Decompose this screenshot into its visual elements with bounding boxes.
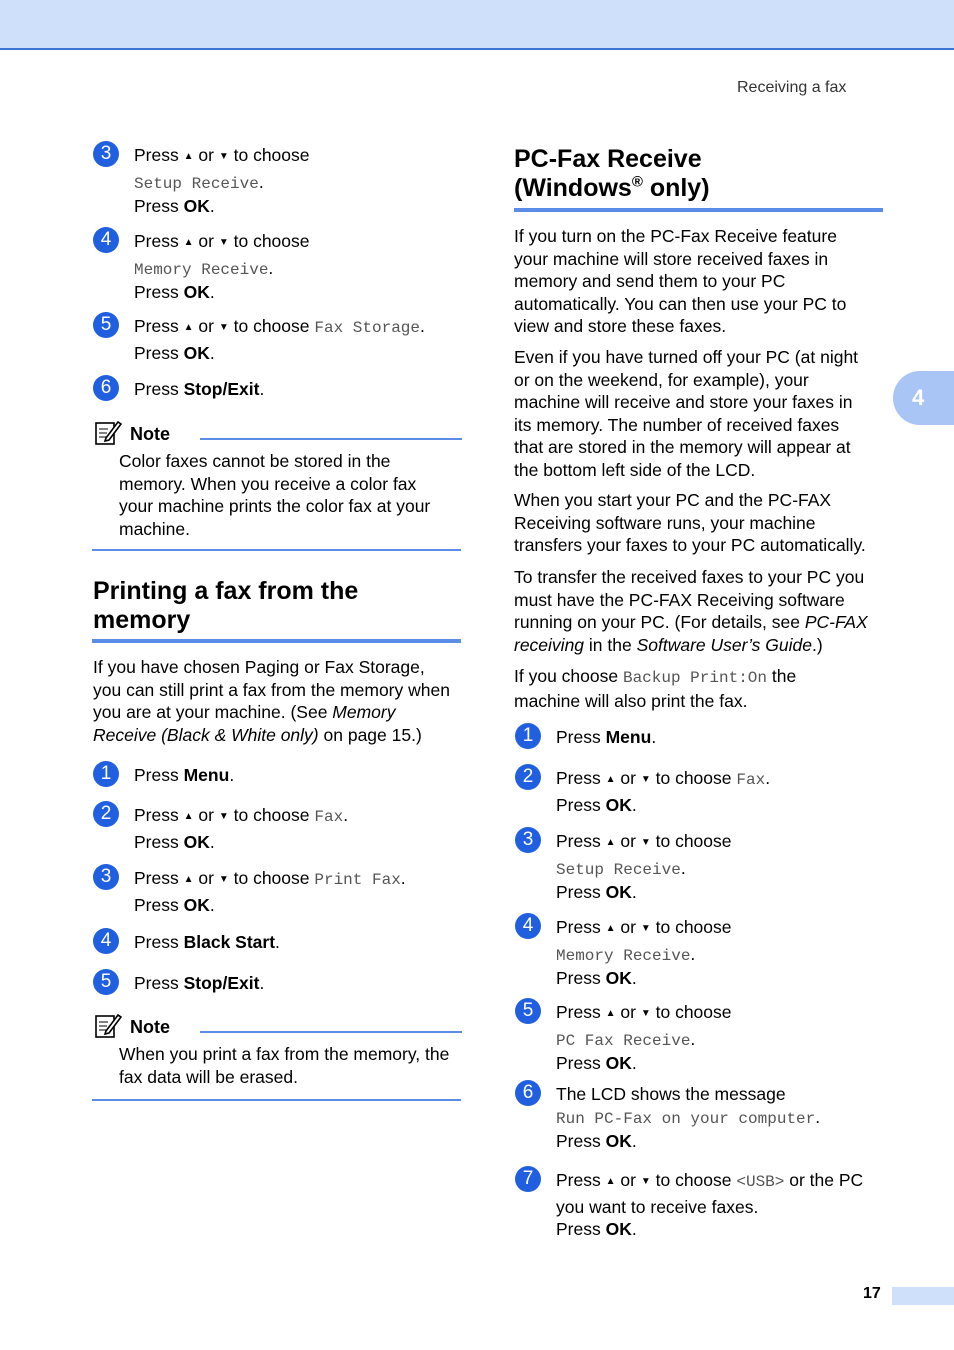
step-text: Press ▲ or ▼ to choose Fax. Press OK. bbox=[556, 768, 771, 815]
step-number: 2 bbox=[93, 801, 119, 827]
running-header: Receiving a fax bbox=[737, 79, 847, 96]
step-number: 4 bbox=[93, 928, 119, 954]
step-text: Press ▲ or ▼ to choose Print Fax. Press OK. bbox=[134, 868, 406, 915]
step-number: 7 bbox=[515, 1166, 541, 1192]
note-rule bbox=[200, 438, 462, 440]
paragraph-5: If you choose Backup Print:On the machine will also print the fax. bbox=[514, 666, 797, 711]
page-number: 17 bbox=[863, 1285, 881, 1302]
step-text: Press Black Start. bbox=[134, 932, 280, 952]
step-number: 5 bbox=[93, 969, 119, 995]
note-pencil-icon bbox=[94, 418, 122, 446]
note-pencil-icon bbox=[94, 1011, 122, 1039]
step-text: Press ▲ or ▼ to choose PC Fax Receive. Press OK. bbox=[556, 1002, 732, 1073]
note-body: Color faxes cannot be stored in the memory. When you receive a color fax your machine prints the color fax at your machine. bbox=[119, 451, 431, 539]
chapter-tab: 4 bbox=[893, 371, 954, 425]
step-number: 1 bbox=[515, 723, 541, 749]
step-text: Press ▲ or ▼ to choose Memory Receive. Press OK. bbox=[556, 917, 732, 988]
step-text: Press Stop/Exit. bbox=[134, 379, 265, 399]
paragraph-1: If you turn on the PC-Fax Receive feature your machine will store received faxes in memory and send them to your PC automatically. You can then use your PC to view and store these faxes. bbox=[514, 226, 847, 336]
note-title: Note bbox=[130, 424, 170, 444]
step-number: 4 bbox=[93, 227, 119, 253]
section-intro: If you have chosen Paging or Fax Storage, you can still print a fax from the memory when you are at your machine. (See Memory Receive (Black & White only) on page 15.) bbox=[93, 657, 450, 745]
paragraph-4: To transfer the received faxes to your PC you must have the PC-FAX Receiving software running on your PC. (For details, see PC-FAX receiving in the Software User’s Guide.) bbox=[514, 567, 868, 655]
step-number: 6 bbox=[93, 375, 119, 401]
note-title: Note bbox=[130, 1017, 170, 1037]
step-text: Press Menu. bbox=[556, 727, 657, 747]
note-bottom-rule bbox=[92, 549, 461, 551]
step-number: 3 bbox=[515, 827, 541, 853]
note-rule bbox=[200, 1031, 462, 1033]
step-text: Press ▲ or ▼ to choose <USB> or the PC you want to receive faxes. Press OK. bbox=[556, 1170, 864, 1239]
section-title-printing: Printing a fax from the memory bbox=[93, 577, 359, 634]
step-number: 5 bbox=[93, 312, 119, 338]
step-number: 2 bbox=[515, 764, 541, 790]
top-header-band bbox=[0, 0, 954, 50]
step-text: Press ▲ or ▼ to choose Memory Receive. Press OK. bbox=[134, 231, 310, 302]
step-text: Press ▲ or ▼ to choose Fax. Press OK. bbox=[134, 805, 349, 852]
step-number: 5 bbox=[515, 998, 541, 1024]
step-number: 4 bbox=[515, 913, 541, 939]
step-number: 3 bbox=[93, 864, 119, 890]
paragraph-3: When you start your PC and the PC-FAX Receiving software runs, your machine transfers your faxes to your PC automatically. bbox=[514, 490, 866, 555]
section-title-rule bbox=[514, 208, 883, 212]
step-text: Press Menu. bbox=[134, 765, 235, 785]
footer-band bbox=[892, 1287, 954, 1305]
note-body: When you print a fax from the memory, the fax data will be erased. bbox=[119, 1044, 450, 1087]
step-number: 1 bbox=[93, 761, 119, 787]
section-title-rule bbox=[92, 639, 461, 643]
step-text: Press ▲ or ▼ to choose Fax Storage. Press OK. bbox=[134, 316, 425, 363]
step-number: 6 bbox=[515, 1080, 541, 1106]
note-bottom-rule bbox=[92, 1099, 461, 1101]
step-text: The LCD shows the message Run PC-Fax on your computer. Press OK. bbox=[556, 1084, 821, 1151]
section-title-pcfax: PC-Fax Receive (Windows® only) bbox=[514, 145, 710, 202]
step-text: Press ▲ or ▼ to choose Setup Receive. Press OK. bbox=[556, 831, 732, 902]
step-text: Press ▲ or ▼ to choose Setup Receive. Press OK. bbox=[134, 145, 310, 216]
step-text: Press Stop/Exit. bbox=[134, 973, 265, 993]
step-number: 3 bbox=[93, 141, 119, 167]
paragraph-2: Even if you have turned off your PC (at night or on the weekend, for example), your machine will receive and store your faxes in its memory. The number of received faxes that are stored in the memory will appear at the bottom left side of the LCD. bbox=[514, 347, 859, 480]
